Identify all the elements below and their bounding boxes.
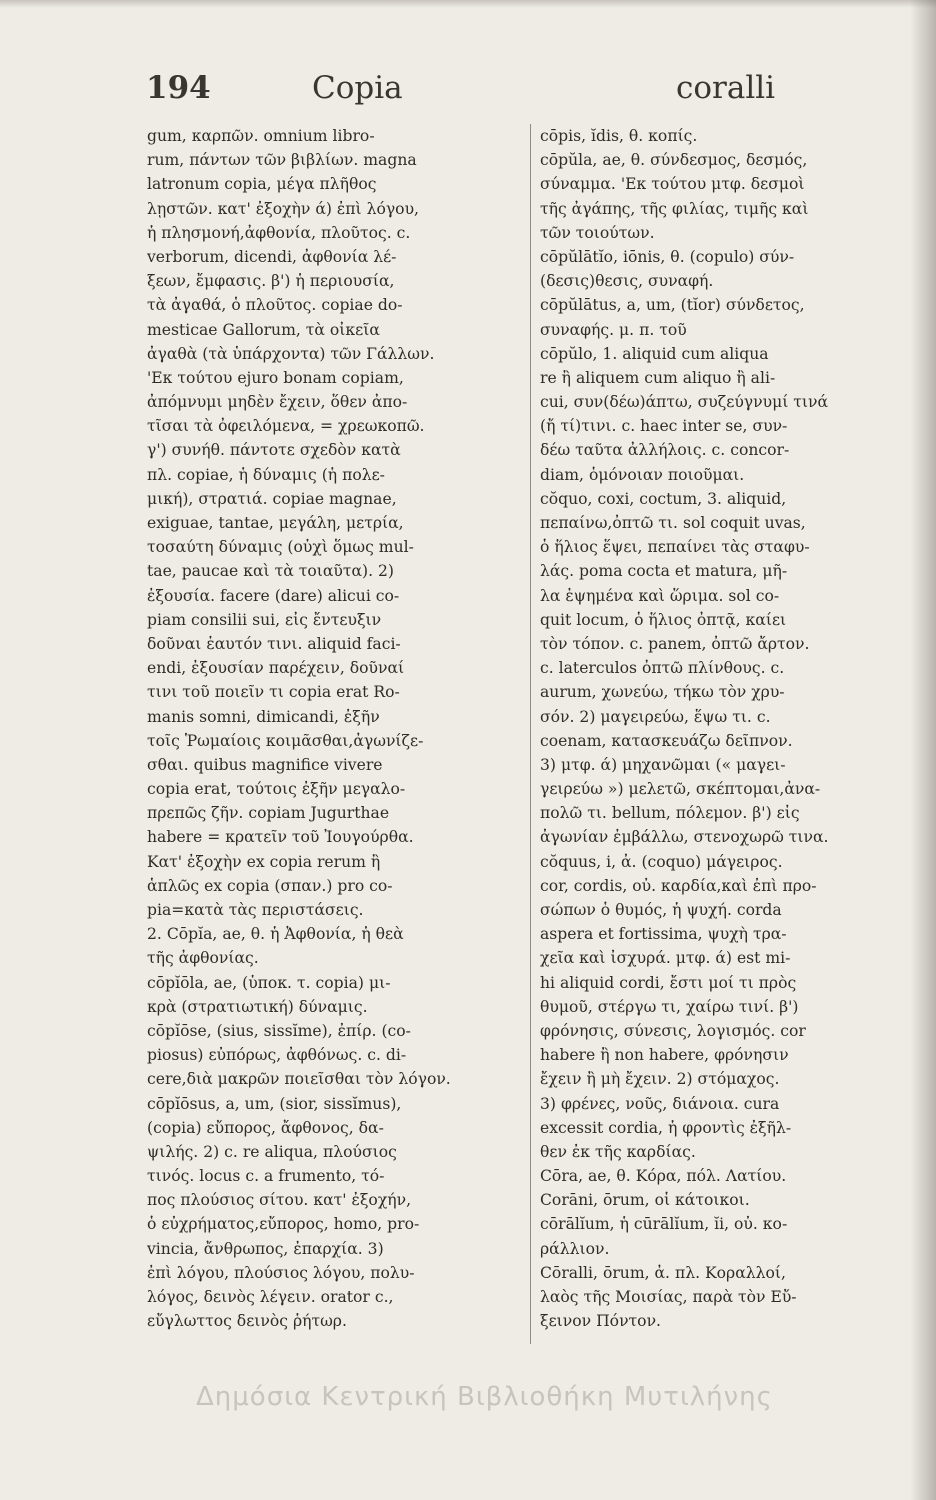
entry-line: σώπων ὁ θυμός, ἡ ψυχή. corda: [540, 901, 782, 919]
entry-line: pia=κατὰ τὰς περιστάσεις.: [147, 901, 364, 919]
entry-line: Cōralli, ōrum, ἀ. πλ. Κοραλλοί,: [540, 1263, 786, 1282]
entry-line: δοῦναι ἑαυτόν τινι. aliquid faci-: [147, 634, 401, 653]
entry-line: Cōra, ae, θ. Κόρα, πόλ. Λατίου.: [540, 1167, 787, 1186]
entry-line: σύναμμα. 'Εκ τούτου μτφ. δεσμοὶ: [540, 175, 805, 194]
entry-line: cere,διὰ μακρῶν ποιεῖσθαι τὸν λόγον.: [147, 1070, 451, 1089]
entry-line: πολῶ τι. bellum, πόλεμον. β') εἰς: [540, 804, 800, 823]
entry-line: ἐξουσία. facere (dare) alicui co-: [147, 586, 400, 605]
entry-line: σόν. 2) μαγειρεύω, ἕψω τι. c.: [540, 707, 771, 726]
entry-line: quit locum, ὁ ἥλιος ὀπτᾷ, καίει: [540, 610, 787, 629]
entry-line: Κατ' ἐξοχὴν ex copia rerum ἢ: [147, 852, 381, 871]
entry-line: piosus) εὐπόρως, ἀφθόνως. c. di-: [147, 1046, 407, 1065]
entry-line: copia erat, τούτοις ἐξῆν μεγαλο-: [147, 780, 406, 799]
entry-line: πος πλούσιος σίτου. κατ' ἐξοχήν,: [147, 1191, 412, 1210]
entry-line: ἀγωνίαν ἐμβάλλω, στενοχωρῶ τινα.: [540, 828, 829, 847]
entry-line: tae, paucae καὶ τὰ τοιαῦτα). 2): [147, 562, 395, 581]
entry-line: ὁ ἥλιος ἕψει, πεπαίνει τὰς σταφυ-: [540, 538, 810, 557]
entry-line: τῖσαι τὰ ὀφειλόμενα, = χρεωκοπῶ.: [147, 417, 425, 436]
entry-line: συναφής. μ. π. τοῦ: [540, 320, 687, 339]
entry-line: ἀπόμνυμι μηδὲν ἔχειν, ὅθεν ἀπο-: [147, 393, 408, 412]
entry-line: ὁ εὐχρήματος,εὔπορος, homo, pro-: [147, 1215, 420, 1234]
running-head-first-word: Copia: [312, 70, 403, 106]
entry-line: hi aliquid cordi, ἔστι μοί τι πρὸς: [540, 973, 797, 992]
entry-line: 3) μτφ. ά) μηχανῶμαι (« μαγει-: [540, 755, 786, 774]
entry-line: ἔχειν ἢ μὴ ἔχειν. 2) στόμαχος.: [540, 1070, 780, 1089]
entry-line: 3) φρένες, νοῦς, διάνοια. cura: [540, 1094, 780, 1113]
entry-line: λα ἑψημένα καὶ ὥριμα. sol co-: [540, 586, 780, 605]
entry-line: λῃστῶν. κατ' ἐξοχὴν ά) ἐπὶ λόγου,: [147, 199, 419, 218]
entry-line: cōrālĭum, ἡ cūrālĭum, ĭi, οὐ. κο-: [540, 1215, 788, 1234]
entry-line: habere = κρατεῖν τοῦ Ἰουγούρθα.: [147, 828, 414, 847]
entry-line: mesticae Gallorum, τὰ οἰκεῖα: [147, 320, 380, 339]
entry-line: τῆς ἀφθονίας.: [147, 949, 259, 968]
entry-line: (ἤ τί)τινι. c. haec inter se, συν-: [540, 417, 788, 436]
entry-line: ἐπὶ λόγου, πλούσιος λόγου, πολυ-: [147, 1263, 415, 1282]
entry-line: ράλλιον.: [540, 1239, 610, 1258]
entry-line: endi, ἐξουσίαν παρέχειν, δοῦναί: [147, 659, 405, 678]
entry-line: λάς. poma cocta et matura, μῆ-: [540, 562, 788, 581]
entry-line: τινός. locus c. a frumento, τό-: [147, 1167, 385, 1186]
left-column: [147, 124, 529, 1333]
entry-line: cōpŭlātus, a, um, (tĭor) σύνδετος,: [540, 296, 805, 315]
entry-line: manis somni, dimicandi, ἐξῆν: [147, 707, 380, 726]
entry-line: cōpĭōla, ae, (ὑποκ. τ. copia) μι-: [147, 973, 391, 992]
entry-line: cŏquus, i, ἀ. (coquo) μάγειρος.: [540, 852, 783, 871]
library-watermark: Δημόσια Κεντρική Βιβλιοθήκη Μυτιλήνης: [196, 1382, 773, 1412]
entry-line: Corāni, ōrum, οἱ κάτοικοι.: [540, 1191, 750, 1210]
entry-line: πεπαίνω,ὀπτῶ τι. sol coquit uvas,: [540, 514, 806, 532]
entry-line: diam, ὁμόνοιαν ποιοῦμαι.: [540, 465, 745, 484]
entry-line: ἡ πλησμονή,ἀφθονία, πλοῦτος. c.: [147, 223, 411, 242]
entry-line: ἁπλῶς ex copia (σπαν.) pro co-: [147, 876, 393, 895]
entry-line: 2. Cōpĭa, ae, θ. ἡ Ἀφθονία, ἡ θεὰ: [147, 925, 404, 944]
entry-line: habere ἢ non habere, φρόνησιν: [540, 1046, 789, 1065]
entry-line: cōpŭlātĭo, iōnis, θ. (copulo) σύν-: [540, 247, 795, 266]
entry-line: λαὸς τῆς Μοισίας, παρὰ τὸν Εὔ-: [540, 1288, 797, 1306]
entry-line: ἀγαθὰ (τὰ ὑπάρχοντα) τῶν Γάλλων.: [147, 344, 435, 363]
right-column: [540, 124, 912, 1333]
running-head-last-word: coralli: [676, 70, 776, 106]
entry-line: latronum copia, μέγα πλῆθος: [147, 175, 377, 194]
entry-line: ψιλής. 2) c. re aliqua, πλούσιος: [147, 1142, 397, 1161]
entry-line: γειρεύω ») μελετῶ, σκέπτομαι,ἀνα-: [540, 780, 821, 799]
entry-line: gum, καρπῶν. omnium libro-: [147, 127, 375, 145]
entry-line: σθαι. quibus magnifice vivere: [147, 755, 383, 774]
entry-line: τοσαύτη δύναμις (οὐχὶ ὅμως mul-: [147, 538, 414, 557]
entry-line: θεν ἐκ τῆς καρδίας.: [540, 1142, 696, 1161]
entry-line: τοῖς Ῥωμαίοις κοιμᾶσθαι,ἀγωνίζε-: [147, 731, 424, 750]
entry-line: piam consilii sui, εἰς ἔντευξιν: [147, 610, 382, 629]
entry-line: μική), στρατιά. copiae magnae,: [147, 489, 397, 508]
entry-line: cōpŭla, ae, θ. σύνδεσμος, δεσμός,: [540, 151, 808, 170]
page-number: 194: [146, 70, 211, 106]
entry-line: coenam, κατασκευάζω δεῖπνον.: [540, 731, 793, 750]
entry-line: cŏquo, coxi, coctum, 3. aliquid,: [540, 489, 787, 508]
entry-line: c. laterculos ὀπτῶ πλίνθους. c.: [540, 659, 785, 678]
entry-line: aspera et fortissima, ψυχὴ τρα-: [540, 925, 787, 944]
entry-line: rum, πάντων τῶν βιβλίων. magna: [147, 151, 417, 170]
entry-line: τῆς ἀγάπης, τῆς φιλίας, τιμῆς καὶ: [540, 199, 809, 218]
entry-line: τὸν τόπον. c. panem, ὀπτῶ ἄρτον.: [540, 634, 810, 653]
entry-line: κρὰ (στρατιωτική) δύναμις.: [147, 997, 368, 1016]
entry-line: εὔγλωττος δεινὸς ῥήτωρ.: [147, 1312, 347, 1331]
page-edge-shadow: [910, 0, 936, 1500]
entry-line: πρεπῶς ζῆν. copiam Jugurthae: [147, 804, 390, 823]
entry-line: vincia, ἄνθρωπος, ἐπαρχία. 3): [147, 1239, 384, 1258]
entry-line: verborum, dicendi, ἀφθονία λέ-: [147, 247, 397, 266]
entry-line: 'Εκ τούτου ejuro bonam copiam,: [147, 368, 404, 387]
entry-line: cui, συν(δέω)άπτω, συζεύγνυμί τινά: [540, 393, 829, 412]
entry-line: cōpĭōse, (sius, sissĭme), ἐπίρ. (co-: [147, 1021, 411, 1040]
entry-line: cōpŭlo, 1. aliquid cum aliqua: [540, 344, 769, 363]
entry-line: ξεινον Πόντον.: [540, 1312, 662, 1331]
entry-line: aurum, χωνεύω, τήκω τὸν χρυ-: [540, 683, 785, 702]
column-divider: [530, 124, 531, 1344]
entry-line: (copia) εὔπορος, ἄφθονος, δα-: [147, 1118, 384, 1137]
entry-line: φρόνησις, σύνεσις, λογισμός. cor: [540, 1021, 806, 1040]
entry-line: cōpis, ĭdis, θ. κοπίς.: [540, 127, 698, 145]
entry-line: cōpĭōsus, a, um, (sior, sissĭmus),: [147, 1094, 402, 1113]
entry-line: πλ. copiae, ἡ δύναμις (ἡ πολε-: [147, 465, 385, 484]
entry-line: exiguae, tantae, μεγάλη, μετρία,: [147, 514, 404, 532]
entry-line: δέω ταῦτα ἀλλήλοις. c. concor-: [540, 441, 790, 460]
entry-line: τὰ ἀγαθά, ὁ πλοῦτος. copiae do-: [147, 296, 403, 315]
entry-line: re ἢ aliquem cum aliquo ἢ ali-: [540, 368, 776, 387]
entry-line: θυμοῦ, στέργω τι, χαίρω τινί. β'): [540, 997, 799, 1016]
page-top-edge: [0, 0, 936, 8]
entry-line: ξεων, ἔμφασις. β') ἡ περιουσία,: [147, 272, 395, 291]
entry-line: (δεσις)θεσις, συναφή.: [540, 272, 714, 291]
entry-line: τῶν τοιούτων.: [540, 223, 655, 242]
entry-line: cor, cordis, οὐ. καρδία,καὶ ἐπὶ προ-: [540, 876, 817, 895]
entry-line: τινι τοῦ ποιεῖν τι copia erat Ro-: [147, 683, 400, 702]
entry-line: χεῖα καὶ ἰσχυρά. μτφ. ά) est mi-: [540, 949, 791, 968]
entry-line: λόγος, δεινὸς λέγειν. orator c.,: [147, 1288, 394, 1306]
entry-line: excessit cordia, ἡ φροντὶς ἐξῆλ-: [540, 1118, 792, 1137]
entry-line: γ') συνήθ. πάντοτε σχεδὸν κατὰ: [147, 441, 401, 460]
